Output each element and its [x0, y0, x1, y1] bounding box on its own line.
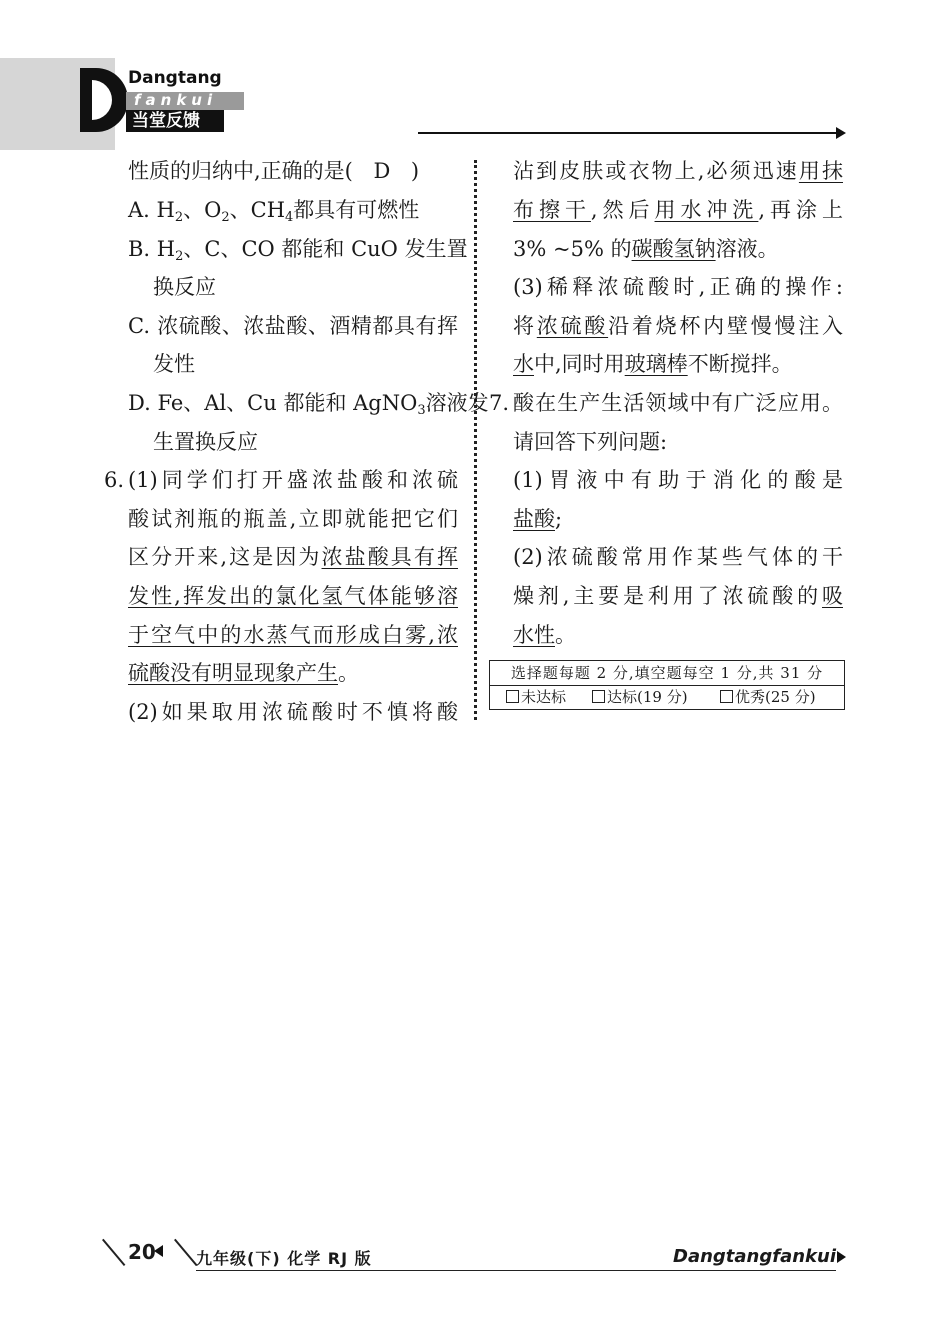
score-options	[490, 685, 844, 709]
label-passed: 达标(19 分)	[607, 688, 688, 706]
q6-answer-water: 水	[513, 352, 534, 376]
q6-answer-dry: 布擦干	[513, 198, 591, 222]
q5-stem-line: 性质的归纳中,正确的是( D )	[128, 159, 420, 183]
dangtang-fankui-logo	[80, 68, 250, 134]
q7-number: 7.	[489, 391, 510, 415]
score-summary: 选择题每题 2 分,填空题每空 1 分,共 31 分	[490, 661, 844, 686]
q7-line3: (1)胃液中有助于消化的酸是	[513, 468, 843, 492]
q7-line4: 盐酸;	[513, 507, 563, 531]
q6-part3-line2: 将浓硫酸沿着烧杯内壁慢慢注入	[513, 314, 844, 338]
logo-latin-top: Dangtang	[128, 68, 222, 88]
checkbox-excellent[interactable]	[720, 690, 733, 703]
score-box	[489, 660, 845, 710]
q7-line6: 燥剂,主要是利用了浓硫酸的吸	[513, 584, 843, 608]
checkbox-passed[interactable]	[592, 690, 605, 703]
q6-right-line3: 3% ~5% 的碳酸氢钠溶液。	[513, 237, 779, 261]
q7-line5: (2)浓硫酸常用作某些气体的干	[513, 545, 843, 569]
page-number: 20	[128, 1240, 156, 1264]
q7-answer-hcl: 盐酸	[513, 507, 555, 531]
q7-answer-part1: 吸	[822, 584, 843, 608]
q6-part3-line3: 水中,同时用玻璃棒不断搅拌。	[513, 352, 793, 376]
logo-latin-mid: fankui	[134, 91, 218, 109]
header-rule	[418, 132, 838, 134]
q7-line7: 水性。	[513, 623, 576, 647]
q6-answer-acid: 浓硫酸	[536, 314, 609, 338]
header-arrow-icon	[836, 127, 846, 139]
q6-part3-line1: (3)稀释浓硫酸时,正确的操作:	[513, 275, 843, 299]
q5-option-b-line2: 换反应	[153, 275, 216, 299]
logo-d-letter	[80, 68, 128, 132]
q6-answer-part3: 于空气中的水蒸气而形成白雾,浓	[128, 623, 458, 647]
q5-option-c-line1: C. 浓硫酸、浓盐酸、酒精都具有挥	[128, 314, 458, 338]
grade-subject-label: 九年级(下) 化学 RJ 版	[196, 1249, 372, 1268]
checkbox-not-passed[interactable]	[506, 690, 519, 703]
q6-right-line1: 沾到皮肤或衣物上,必须迅速用抹	[513, 159, 843, 183]
q5-option-d-line1: D. Fe、Al、Cu 都能和 AgNO$_3$溶液发	[128, 391, 489, 418]
q6-answer-rinse: 用水冲洗	[654, 198, 759, 222]
q6-line1: (1)同学们打开盛浓盐酸和浓硫	[128, 468, 458, 492]
triangle-right-icon	[837, 1251, 846, 1263]
q6-line7: (2)如果取用浓硫酸时不慎将酸	[128, 700, 458, 724]
q5-option-b-line1: B. $H_2$、C、CO 都能和 CuO 发生置	[128, 237, 468, 264]
q6-line3: 区分开来,这是因为浓盐酸具有挥	[128, 545, 458, 569]
q7-answer-part2: 水性	[513, 623, 555, 647]
q5-option-a: A. $H_2$、$O_2$、$CH_4$都具有可燃性	[128, 198, 420, 225]
footer-brand: Dangtangfankui	[673, 1246, 836, 1267]
page-footer	[100, 1238, 850, 1272]
column-divider	[474, 160, 477, 720]
q5-option-d-line2: 生置换反应	[153, 430, 258, 454]
footer-rule	[196, 1270, 836, 1271]
q6-line2: 酸试剂瓶的瓶盖,立即就能把它们	[128, 507, 458, 531]
q6-answer-glass-rod: 玻璃棒	[624, 352, 688, 376]
q6-line6: 硫酸没有明显现象产生。	[128, 661, 359, 685]
q7-line1: 酸在生产生活领域中有广泛应用。	[513, 391, 843, 415]
q6-answer-part4: 硫酸没有明显现象产生	[128, 661, 338, 685]
logo-chinese-title: 当堂反馈	[132, 111, 200, 131]
triangle-left-icon	[154, 1245, 163, 1257]
q6-number: 6.	[104, 468, 125, 492]
q7-line2: 请回答下列问题:	[513, 430, 668, 454]
q5-option-c-line2: 发性	[153, 352, 195, 376]
q6-right-line2: 布擦干,然后用水冲洗,再涂上	[513, 198, 843, 222]
label-excellent: 优秀(25 分)	[735, 688, 816, 706]
q6-answer-part1: 浓盐酸具有挥	[321, 545, 458, 569]
q6-answer-wipe: 用抹	[798, 159, 843, 183]
q6-answer-bicarbonate: 碳酸氢钠	[631, 237, 716, 261]
q5-answer: D	[373, 159, 391, 183]
label-not-passed: 未达标	[521, 688, 567, 706]
q6-answer-part2: 发性,挥发出的氯化氢气体能够溶	[128, 584, 458, 608]
